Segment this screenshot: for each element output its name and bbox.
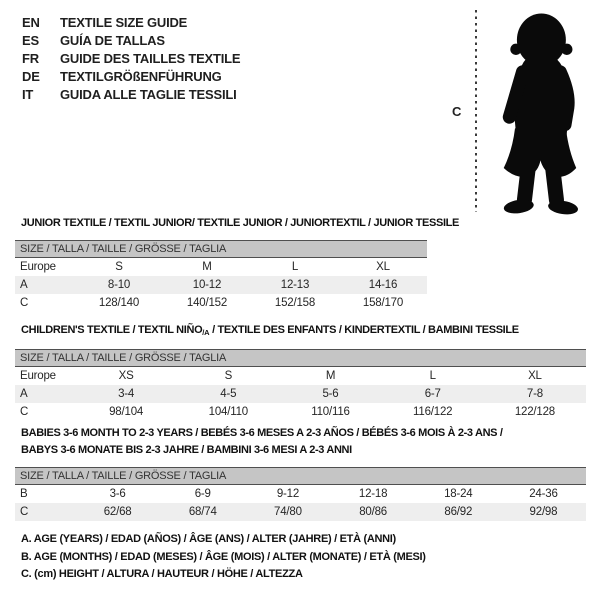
table-header-row [15, 258, 427, 276]
value-cell: 7-8 [526, 388, 543, 400]
babies-size-table [15, 467, 586, 521]
value-cell: 14-16 [368, 279, 398, 291]
legend-line-a: A. AGE (YEARS) / EDAD (AÑOS) / ÂGE (ANS) / ALTER (JAHRE) / ETÀ (ANNI) [21, 533, 396, 545]
table-header-row [15, 367, 586, 385]
language-label: GUÍA DE TALLAS [60, 32, 165, 48]
value-cell: 12-18 [358, 488, 388, 500]
language-row [22, 67, 240, 85]
size-column-header: L [429, 370, 436, 382]
value-cell: 18-24 [444, 488, 473, 500]
row-label: A [20, 279, 28, 291]
size-band-header: SIZE / TALLA / TAILLE / GRÖSSE / TAGLIA [15, 467, 586, 485]
value-cell: 4-5 [220, 388, 237, 400]
region-label: Europe [20, 261, 56, 273]
size-band-header: SIZE / TALLA / TAILLE / GRÖSSE / TAGLIA [15, 240, 427, 258]
table-row-age-months [15, 485, 586, 503]
language-code: IT [22, 86, 34, 102]
height-dashed-line [475, 10, 477, 212]
size-band-header: SIZE / TALLA / TAILLE / GRÖSSE / TAGLIA [15, 349, 586, 367]
language-label: TEXTILE SIZE GUIDE [60, 14, 188, 30]
value-cell: 158/170 [362, 297, 404, 309]
value-cell: 68/74 [188, 506, 217, 518]
children-heading-sub: /A [202, 328, 210, 337]
row-label: C [20, 406, 29, 418]
language-code: ES [22, 32, 39, 48]
value-cell: 140/152 [186, 297, 228, 309]
value-cell: 116/122 [413, 406, 453, 418]
language-label: GUIDA ALLE TAGLIE TESSILI [60, 86, 237, 102]
height-marker-label: C [452, 104, 462, 119]
row-label: B [20, 488, 28, 500]
size-column-header: S [115, 261, 123, 273]
children-size-table [15, 349, 586, 421]
language-row [22, 49, 240, 67]
language-row [22, 13, 240, 31]
size-column-header: M [325, 370, 336, 382]
value-cell: 80/86 [359, 506, 387, 518]
value-cell: 3-6 [109, 488, 126, 500]
value-cell: 10-12 [192, 279, 222, 291]
region-label: Europe [20, 370, 56, 382]
table-row-age [15, 385, 586, 403]
value-cell: 6-9 [194, 488, 211, 500]
value-cell: 62/68 [103, 506, 132, 518]
children-heading-pre: CHILDREN'S TEXTILE / TEXTIL NIÑO [21, 324, 203, 336]
legend-line-b: B. AGE (MONTHS) / EDAD (MESES) / ÂGE (MOIS) / ALTER (MONATE) / ETÀ (MESI) [21, 550, 426, 563]
size-column-header: XL [376, 261, 390, 273]
language-code: DE [22, 68, 40, 84]
junior-section-heading: JUNIOR TEXTILE / TEXTIL JUNIOR/ TEXTILE JUNIOR / JUNIORTEXTIL / JUNIOR TESSILE [21, 217, 460, 229]
language-guide-list [22, 13, 240, 103]
language-code: EN [22, 14, 40, 30]
language-code: FR [22, 50, 39, 66]
value-cell: 152/158 [274, 297, 316, 309]
value-cell: 6-7 [424, 388, 441, 400]
value-cell: 74/80 [274, 506, 302, 518]
value-cell: 3-4 [118, 388, 135, 400]
value-cell: 5-6 [322, 388, 339, 400]
value-cell: 8-10 [107, 279, 131, 291]
language-label: GUIDE DES TAILLES TEXTILE [60, 50, 241, 66]
value-cell: 110/116 [311, 406, 350, 418]
row-label: C [20, 506, 29, 518]
value-cell: 122/128 [514, 406, 555, 418]
size-column-header: XL [528, 370, 542, 382]
junior-size-table [15, 240, 427, 312]
babies-section-heading-line1: BABIES 3-6 MONTH TO 2-3 YEARS / BEBÉS 3-6 MESES A 2-3 AÑOS / BÉBÉS 3-6 MOIS À 2-3 ANS / [21, 427, 503, 439]
row-label: C [20, 297, 29, 309]
row-label: A [20, 388, 28, 400]
babies-section-heading-line2: BABYS 3-6 MONATE BIS 2-3 JAHRE / BAMBINI 3-6 MESI A 2-3 ANNI [21, 444, 352, 456]
value-cell: 104/110 [208, 406, 248, 418]
legend-line-c: C. (cm) HEIGHT / ALTURA / HAUTEUR / HÖHE / ALTEZZA [21, 568, 303, 580]
table-row-age [15, 276, 427, 294]
table-row-height [15, 503, 586, 521]
children-section-heading [21, 324, 519, 337]
size-column-header: M [202, 261, 212, 273]
table-row-height [15, 403, 586, 421]
language-row [22, 31, 240, 49]
language-label: TEXTILGRÖßENFÜHRUNG [60, 68, 222, 84]
size-column-header: S [224, 370, 233, 382]
table-row-height [15, 294, 427, 312]
size-column-header: XS [118, 370, 134, 382]
value-cell: 98/104 [109, 406, 144, 418]
value-cell: 24-36 [529, 488, 558, 500]
legend-notes [21, 533, 426, 586]
toddler-silhouette-icon [483, 4, 596, 234]
value-cell: 92/98 [529, 506, 558, 518]
value-cell: 86/92 [444, 506, 473, 518]
value-cell: 12-13 [280, 279, 310, 291]
children-heading-post: / TEXTILE DES ENFANTS / KINDERTEXTIL / BAMBINI TESSILE [209, 324, 519, 336]
language-row [22, 85, 240, 103]
size-column-header: L [291, 261, 299, 273]
value-cell: 128/140 [98, 297, 140, 309]
value-cell: 9-12 [276, 488, 300, 500]
